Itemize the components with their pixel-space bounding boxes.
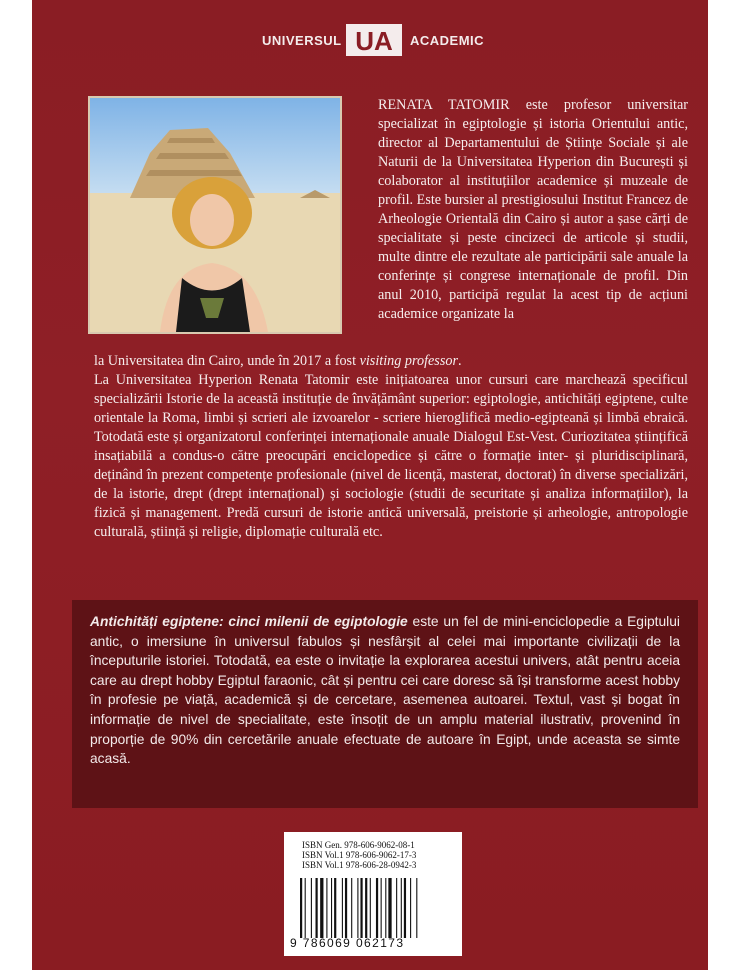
isbn-lines — [302, 840, 416, 870]
publisher-name-right: ACADEMIC — [410, 33, 485, 48]
book-description-text: este un fel de mini-enciclopedie a Egiptului antic, o imersiune în universul fabulos și nesfârșit al celei mai importante civilizații de la începuturile istoriei. Totodată, ea este o invitație la explorarea acestui univers, atât pentru aceia care au drept hobby Egiptul faraonic, cât și pentru cei care doresc să își transforme acest hobby în profesie pe viață, academică și de cercetare, asemenea autoarei. Textul, vast și bogat în informație de nivel de specialitate, este însoțit de un amplu material ilustrativ, provenind în proporție de 90% din cercetările anuale efectuate de autoare în Egipt, unde aceasta se simte acasă. — [90, 614, 680, 767]
publisher-header — [32, 22, 708, 62]
barcode-number: 9 786069 062173 — [290, 936, 405, 950]
bio-italic-phrase: visiting professor — [359, 353, 458, 369]
bio-paragraph-2: La Universitatea Hyperion Renata Tatomir este inițiatoarea unor cursuri care marchează specificul specializării Istorie de la această instituție de învățământ superior: egiptologie, antichități egiptene, culte orientale la Roma, limbi și scrieri ale izvoarelor - scriere hieroglifică medio-egipteană și limbă ebraică. Totodată este și organizatorul conferinței internaționale anuale Dialogul Est-Vest. Curiozitatea științifică insațiabilă a condus-o către preocupări enciclopedice și către o formație inter- și pluridisciplinară, deținând în prezent competențe profesionale (nivel de licență, masterat, doctorat) în diverse specializări, de la istorie, drept (drept internațional) și sociologie (studii de securitate și analiza informațiilor), la fizică și management. Predă cursuri de istorie antică universală, preistorie și arheologie, antropologie culturală, știință și religie, diplomație culturală etc. — [94, 372, 688, 540]
author-name: RENATA TATOMIR — [378, 97, 510, 113]
svg-text:UA: UA — [355, 26, 393, 56]
publisher-logo-icon — [346, 22, 402, 58]
bio-continuation-text: la Universitatea din Cairo, unde în 2017 a fost — [94, 353, 360, 369]
isbn-line-3: ISBN Vol.1 978-606-28-0942-3 — [302, 860, 417, 870]
book-title: Antichități egiptene: cinci milenii de egiptologie — [90, 614, 408, 629]
author-bio-side-text: este profesor universitar specializat în egiptologie și istoria Orientului antic, director al Departamentului de Științe Sociale și ale Naturii de la Universitatea Hyperion din București și colaborator al instituțiilor academice și muzeale de profil. Este bursier al prestigiosului Institut Francez de Arheologie Orientală din Cairo și autor a șase cărți de specialitate și peste cincizeci de articole și studii, multe dintre ele rezultate ale participării sale anuale la conferințe și congrese internaționale de profil. Din anul 2010, participă regulat la acest tip de acțiuni academice organizate la — [378, 97, 688, 322]
barcode-icon — [298, 878, 452, 938]
bio-continuation — [94, 352, 688, 371]
isbn-line-1: ISBN Gen. 978-606-9062-08-1 — [302, 840, 415, 850]
author-photo — [88, 96, 342, 334]
book-description — [90, 612, 680, 769]
author-bio-side — [378, 96, 688, 324]
publisher-name-left: UNIVERSUL — [262, 33, 342, 48]
book-back-cover — [32, 0, 708, 970]
bio-continuation-end: . — [457, 353, 462, 369]
book-description-box — [72, 600, 698, 808]
isbn-barcode-box — [284, 832, 462, 956]
author-bio-full — [94, 352, 688, 542]
isbn-line-2: ISBN Vol.1 978-606-9062-17-3 — [302, 850, 417, 860]
